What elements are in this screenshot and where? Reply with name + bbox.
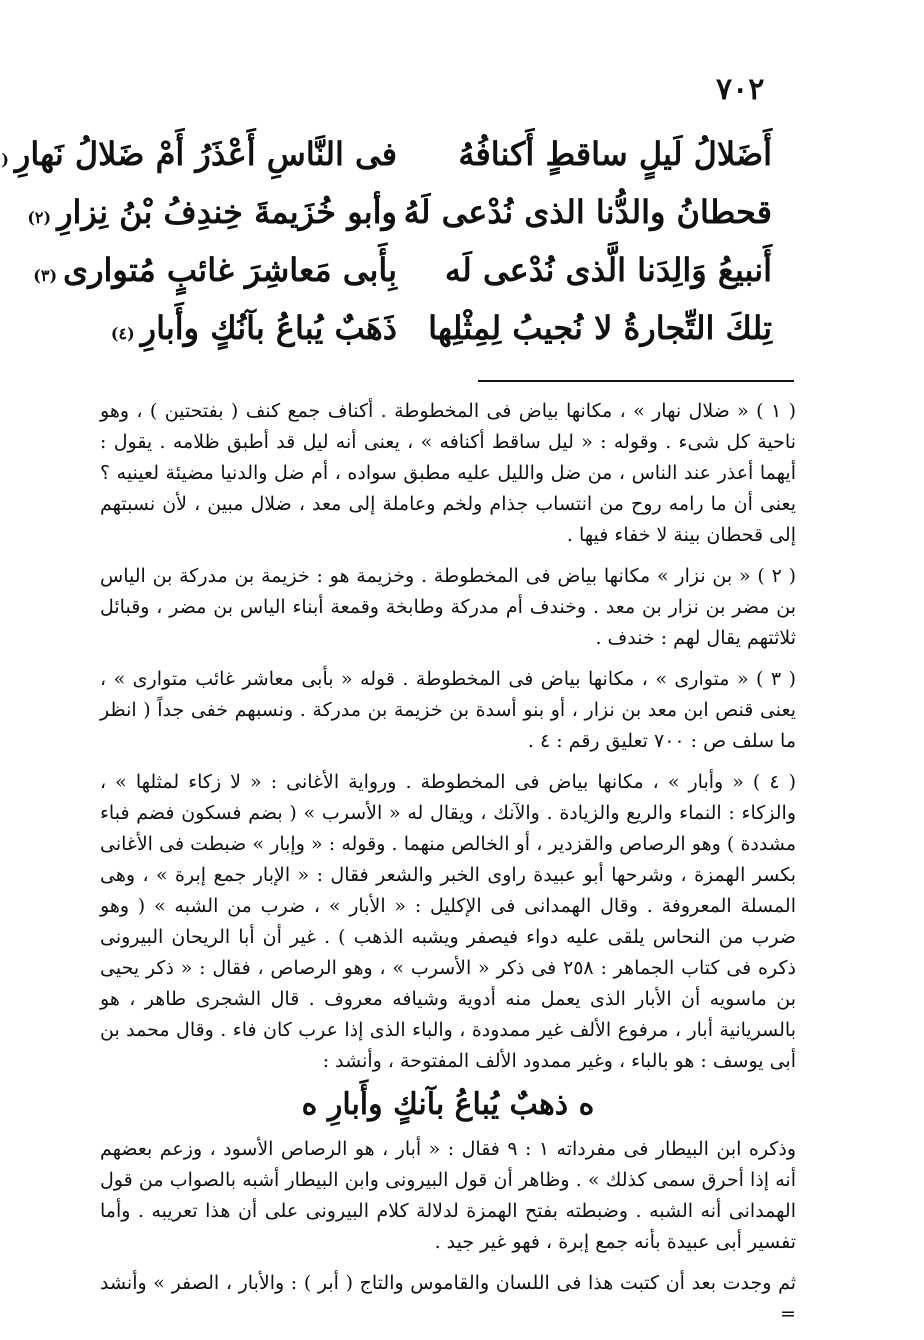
quoted-verse: [100, 1089, 796, 1120]
verse: [112, 299, 772, 357]
footnote-2: ( ٢ ) « بن نزار » مكانها بياض فى المخطوطة . وخزيمة هو : خزيمة بن مدركة بن الياس بن مضر بن نزار بن معد . وخندف أم مدركة وطابخة وقمعة أبناء الياس بن مضر ، وقبائل ثلاثتهم يقال لهم : خندف .: [100, 565, 797, 649]
quote-mark: ه: [301, 1087, 318, 1122]
verse-second-hemistich: [112, 309, 397, 347]
verse-first-hemistich: تِلكَ التِّجارةُ لا نُجيبُ لِمِثْلِها: [428, 309, 772, 347]
verse-second-hemistich-text: فى النَّاسِ أَعْذَرُ أَمْ ضَلالُ نَهارِ: [14, 135, 397, 173]
verse-second-hemistich: [27, 193, 397, 231]
page-number: ٧٠٢: [716, 72, 765, 107]
footnote-ref: (٤): [110, 324, 135, 343]
footnote-ref: (: [1, 150, 9, 169]
verse-first-hemistich: قحطانُ والدُّنا الذى نُدْعى لَهُ: [403, 193, 772, 231]
footnote-1: ( ١ ) « ضلال نهار » ، مكانها بياض فى المخطوطة . أكناف جمع كنف ( بفتحتين ) ، وهو ناحية كل شىء . وقوله : « ليل ساقط أكنافه » ، يعنى أنه ليل قد أطبق ظلامه . يقول : أيهما أعذر عند الناس ، من ضل والليل عليه مطبق سواده ، أم ضل والدنيا مضيئة لعينيه ؟ يعنى أن ما رامه روح من انتساب جذام ولخم وعاملة إلى معد ، ضلال مبين ، لأن نسبتهم إلى قحطان بينة لا خفاء فيها .: [100, 400, 796, 546]
verse-second-hemistich-text: وأبو خُزَيمةَ خِندِفُ بْنُ نِزارِ: [57, 193, 397, 231]
poem: [1, 125, 772, 357]
verse-second-hemistich: [33, 251, 397, 289]
verse: [1, 125, 772, 183]
footnote-ref: (٢): [27, 208, 52, 227]
verse-first-hemistich: أَضَلالُ لَيلٍ ساقطٍ أَكنافُهُ: [458, 135, 772, 173]
verse-first-hemistich: أَنبيعُ وَالِدَنا الَّذى نُدْعى لَه: [444, 251, 772, 289]
footnote-4: ( ٤ ) « وأبار » ، مكانها بياض فى المخطوطة . ورواية الأغانى : « لا زكاء لمثلها » ، والزكاء : النماء والريع والزيادة . والآنك ، ويقال له « الأسرب » ( بضم فسكون فضم فباء مشددة ) وهو الرصاص والقزدير ، أو الخالص منهما . وقوله : « وإبار » ضبطت فى الأغانى بكسر الهمزة ، وشرحها أبو عبيدة راوى الخبر والشعر فقال : « الإبار جمع إبرة » ، وهى المسلة المعروفة . وقال الهمدانى فى الإكليل : « الأبار » ، ضرب من الشبه » ( وهو ضرب من النحاس يلقى عليه دواء فيصفر ويشبه الذهب ) . غير أن أبا الريحان البيرونى ذكره فى كتاب الجماهر : ٢٥٨ فى ذكر « الأسرب » ، وهو الرصاص ، فقال : « ذكر يحيى بن ماسويه أن الأبار الذى يعمل منه أدوية وشيافه معروف . قال الشجرى طاهر ، هو بالسريانية أبار ، مرفوع الألف غير ممدودة ، والباء الذى إذا عرب كان فاء . وقال محمد بن أبى يوسف : هو بالباء ، وغير ممدود الألف المفتوحة ، وأنشد :: [100, 771, 797, 1072]
footnote-divider: [478, 380, 794, 382]
verse-second-hemistich: [1, 135, 397, 173]
footnotes: [100, 396, 796, 1340]
verse-second-hemistich-text: ذَهَبٌ يُباعُ بآنُكٍ وأَبارِ: [140, 309, 397, 347]
footnote-3: ( ٣ ) « متوارى » ، مكانها بياض فى المخطوطة . قوله « بأبى معاشر غائب متوارى » ، يعنى قنص ابن معد بن نزار ، أو بنو أسدة بن خزيمة بن مدركة . ونسبهم خفى جداً ( انظر ما سلف ص : ٧٠٠ تعليق رقم : ٤ .: [100, 668, 796, 752]
closing-line: ثم وجدت بعد أن كتبت هذا فى اللسان والقاموس والتاج ( أبر ) : والأبار ، الصفر » وأنشد =: [100, 1272, 796, 1325]
quoted-verse-text: ذهبٌ يُباعُ بآنكٍ وأَبارِ: [327, 1087, 569, 1122]
verse-second-hemistich-text: بِأَبى مَعاشِرَ غائبٍ مُتوارى: [63, 251, 397, 289]
verse: [27, 183, 772, 241]
footnote-4-continued: وذكره ابن البيطار فى مفرداته ١ : ٩ فقال : « أبار ، هو الرصاص الأسود ، وزعم بعضهم أنه إذا أحرق سمى كذلك » . وظاهر أن قول البيرونى وابن البيطار أشبه بالصواب من قول الهمدانى أنه الشبه . وضبطته بفتح الهمزة لدلالة كلام البيرونى على أن هذا تعريبه . وأما تفسير أبى عبيدة بأنه جمع إبرة ، فهو غير جيد .: [100, 1138, 796, 1253]
quote-mark: ه: [578, 1087, 595, 1122]
footnote-ref: (٣): [33, 266, 58, 285]
verse: [33, 241, 772, 299]
